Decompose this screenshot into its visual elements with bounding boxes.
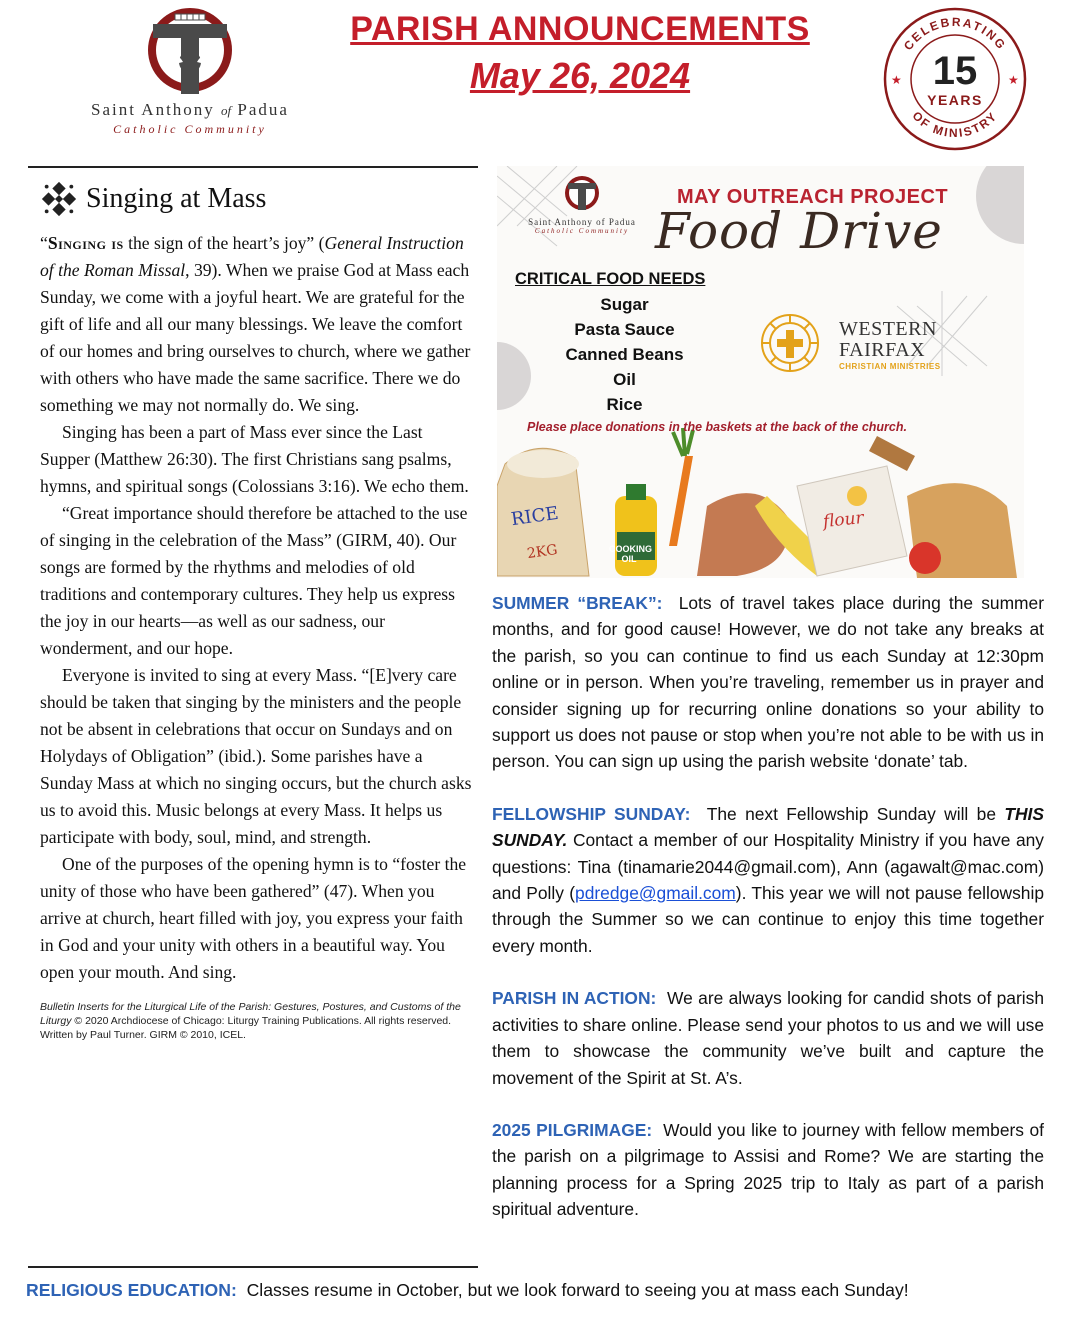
flyer-logo-subtitle: Catholic Community bbox=[534, 227, 630, 235]
flyer-logo-name: Saint Anthony of Padua bbox=[528, 217, 636, 227]
article-credit: Bulletin Inserts for the Liturgical Life of the Parish: Gestures, Postures, and Customs of the Liturgy © 2020 Archdiocese of Chicago: Liturgy Training Publications. All rights reserved. Written by Paul Turner. GIRM © 2010, ICEL. bbox=[40, 1001, 461, 1041]
rice-bag-weight: 2KG bbox=[526, 541, 559, 563]
food-needs-list bbox=[517, 292, 732, 417]
article-paragraph: One of the purposes of the opening hymn is to “foster the unity of those who have been gathered” (47). When you arrive at church, heart filled with joy, you express your faith in God and your unity with others in a beautiful way. You open your mouth. And sing. bbox=[40, 854, 467, 982]
divider bbox=[28, 166, 478, 168]
announcement-fellowship: FELLOWSHIP SUNDAY: The next Fellowship Sunday will be THIS SUNDAY. Contact a member of our Hospitality Ministry if you have any questions: Tina (tinamarie2044@gmail.com), Ann (agawalt@mac.com) and Polly (pdredge@gmail.com). This year we will not pause fellowship through the Summer so we can continue to enjoy this time together every month. bbox=[492, 803, 1044, 956]
ornament-icon bbox=[40, 180, 78, 218]
bulletin-date: May 26, 2024 bbox=[469, 55, 691, 96]
announcement-summer: SUMMER “BREAK”: Lots of travel takes place during the summer months, and for good cause! However, we do not take any breaks at the parish, so you can continue to find us each Sunday at 12:30pm online or in person. When you’re traveling, remember us in prayer and consider signing up for recurring online donations so your ability to support us does not pause or stop when you’re not able to be with us in person. You can sign up using the parish website ‘donate’ tab. bbox=[492, 593, 1045, 772]
parish-crest-icon bbox=[135, 4, 245, 96]
page-title bbox=[320, 10, 840, 97]
critical-needs-heading: CRITICAL FOOD NEEDS bbox=[515, 270, 706, 288]
announcement-label: SUMMER “BREAK”: bbox=[492, 593, 663, 613]
parish-crest-icon bbox=[562, 174, 602, 212]
badge-number: 15 bbox=[932, 49, 978, 93]
announcement-label: PARISH IN ACTION: bbox=[492, 988, 657, 1009]
email-link[interactable]: pdredge@gmail.com bbox=[575, 883, 736, 904]
announcement-label: FELLOWSHIP SUNDAY: bbox=[492, 803, 691, 824]
article-paragraph: “Singing is the sign of the heart’s joy” (General Instruction of the Roman Missal, 39). When we praise God at Mass each Sunday, we come with a joyful heart. We are grateful for the gift of life and all our many blessings. We leave the comfort of our homes and bring ourselves to church, where we gather with others who have made the same sacrifice. There we do something we may not normally do. We sing. bbox=[40, 233, 471, 415]
flyer-parish-logo bbox=[507, 174, 657, 235]
rice-bag-label: RICE bbox=[509, 502, 560, 531]
food-drive-title: Food Drive bbox=[655, 202, 943, 260]
list-item: Rice bbox=[606, 395, 643, 414]
parish-logo bbox=[60, 4, 320, 144]
oil-bottle-label: COOKING OIL bbox=[609, 544, 653, 564]
article-heading: Singing at Mass bbox=[40, 180, 472, 218]
logo-subtitle: Catholic Community bbox=[113, 122, 267, 136]
article-paragraph: Everyone is invited to sing at every Mass. “[E]very care should be taken that singing by the ministers and the people not be absent in celebrations that occur on Sundays and on Holydays of Obligation” (ibid.). Some parishes have a Sunday Mass at which no singing occurs, but the church asks us to avoid this. Music belongs at every Mass. It helps us participate with body, soul, mind, and strength. bbox=[40, 665, 472, 847]
logo-name: Saint Anthony of Padua bbox=[91, 100, 289, 119]
partner-subtitle: CHRISTIAN MINISTRIES bbox=[839, 362, 941, 371]
badge-bottom-text: OF MINISTRY bbox=[909, 108, 1001, 141]
announcement-label: RELIGIOUS EDUCATION: bbox=[26, 1280, 237, 1300]
list-item: Oil bbox=[613, 370, 636, 389]
star-icon: ★ bbox=[1008, 73, 1019, 87]
donation-instructions: Please place donations in the baskets at the back of the church. bbox=[527, 420, 907, 434]
list-item: Sugar bbox=[600, 295, 649, 314]
announcement-pilgrimage: 2025 PILGRIMAGE: Would you like to journey with fellow members of the parish on a pilgrimage to Assisi and Rome? We are starting the planning process for a Spring 2025 trip to Italy as part of a parish spiritual adventure. bbox=[492, 1119, 1044, 1220]
list-item: Canned Beans bbox=[565, 345, 684, 364]
list-item: Pasta Sauce bbox=[574, 320, 675, 339]
cross-emblem-icon bbox=[759, 312, 821, 374]
announcement-parish-action: PARISH IN ACTION: We are always looking for candid shots of parish activities to share online. Please send your photos to us and we will use them to showcase the community we’ve built and capture the movement of the Spirit at St. A’s. bbox=[492, 988, 1044, 1088]
partner-name: WESTERN FAIRFAX bbox=[839, 318, 937, 361]
svg-text:OF MINISTRY bbox=[910, 109, 1001, 140]
anniversary-badge bbox=[880, 4, 1030, 154]
divider bbox=[28, 1266, 478, 1268]
food-drive-flyer bbox=[497, 166, 1024, 578]
announcement-label: 2025 PILGRIMAGE: bbox=[492, 1119, 653, 1140]
partner-logo bbox=[759, 314, 959, 374]
flour-bag-label: flour bbox=[822, 507, 865, 533]
singing-article bbox=[40, 180, 472, 1042]
outreach-heading: MAY OUTREACH PROJECT bbox=[677, 186, 949, 208]
announcements-heading: PARISH ANNOUNCEMENTS bbox=[350, 10, 810, 48]
star-icon: ★ bbox=[891, 73, 902, 87]
badge-years: YEARS bbox=[927, 92, 983, 108]
badge-top-text: CELEBRATING bbox=[900, 14, 1010, 53]
article-paragraph: Singing has been a part of Mass ever since the Last Supper (Matthew 26:30). The first Christians sang psalms, hymns, and spiritual songs (Colossians 3:16). We echo them. bbox=[40, 422, 469, 496]
announcement-religious-education: RELIGIOUS EDUCATION: Classes resume in October, but we look forward to seeing you at mass each Sunday! bbox=[26, 1280, 909, 1300]
announcements-column bbox=[492, 590, 1044, 1249]
article-paragraph: “Great importance should therefore be attached to the use of singing in the celebration of the Mass” (GIRM, 40). Our songs are formed by the rhythms and melodies of old traditions and contemporary cultures. They help us express the joy in our hearts—as well as our sadness, our wonderment, and our hope. bbox=[40, 503, 468, 658]
